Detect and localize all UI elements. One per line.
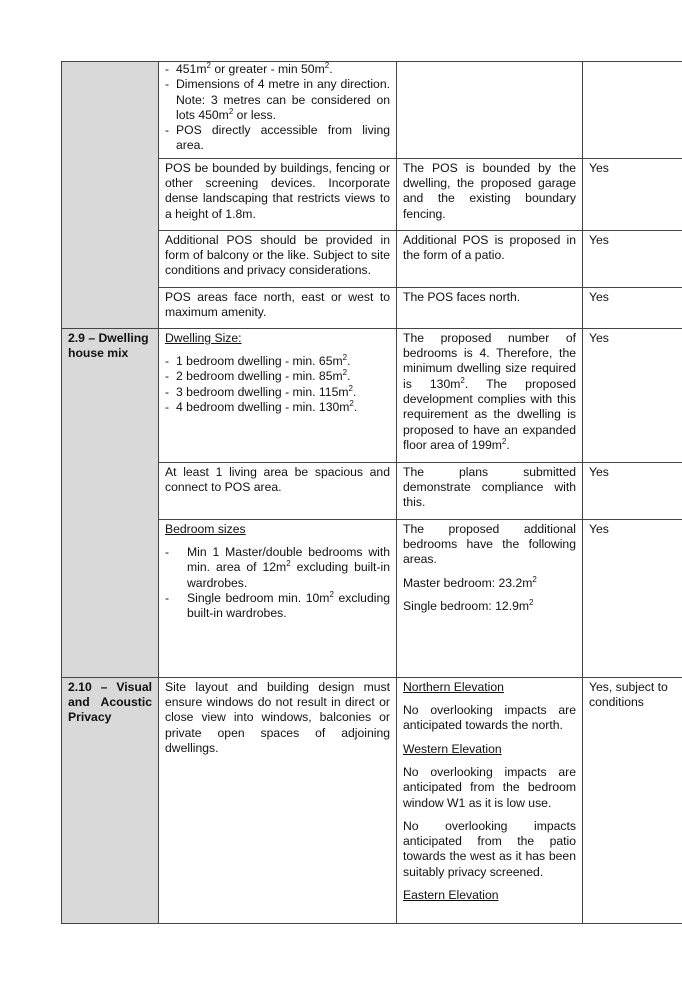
list-item: - 1 bedroom dwelling - min. $65m^2$. — [165, 354, 390, 369]
list-item: - Dimensions of 4 metre in any direction. Note: 3 metres can be considered on lots $450m^2$ or less. — [165, 77, 390, 123]
provision-cell: Additional POS should be provided in form of balcony or the like. Subject to site conditions and privacy considerations. — [159, 230, 397, 287]
provision-cell: POS areas face north, east or west to maximum amenity. — [159, 287, 397, 328]
provision-heading: Bedroom sizes — [165, 521, 246, 536]
provision-cell: POS be bounded by buildings, fencing or other screening devices. Incorporate dense landscaping that restricts views to a height of 1.8m. — [159, 158, 397, 230]
provision-list — [165, 545, 390, 621]
criterion-cell — [62, 62, 159, 329]
compliance-table — [61, 61, 682, 924]
table-row — [62, 328, 682, 462]
provision-cell — [159, 62, 397, 159]
proposal-cell: The POS is bounded by the dwelling, the proposed garage and the existing boundary fencing. — [397, 158, 583, 230]
compliance-cell — [583, 62, 682, 159]
criterion-label: 2.10 – Visual and Acoustic Privacy — [68, 679, 152, 725]
proposal-cell: The plans submitted demonstrate compliance with this. — [397, 462, 583, 519]
proposal-paragraph: No overlooking impacts anticipated from the patio towards the west as it has been suitably privacy screened. — [403, 818, 576, 879]
proposal-paragraph: Single bedroom: $12.9m^2$ — [403, 597, 534, 613]
section-heading: Western Elevation — [403, 741, 502, 756]
proposal-paragraph: No overlooking impacts are anticipated towards the north. — [403, 703, 576, 733]
proposal-paragraph: The proposed additional bedrooms have the following areas. — [403, 521, 576, 567]
provision-cell: At least 1 living area be spacious and connect to POS area. — [159, 462, 397, 519]
list-item: - POS directly accessible from living area. — [165, 123, 390, 154]
list-item: - $451m^2$ or greater - $\min 50m^2$. — [165, 62, 390, 77]
proposal-cell — [397, 677, 583, 923]
list-item: - 4 bedroom dwelling - min. $130m^2$. — [165, 400, 390, 415]
proposal-paragraph: Master bedroom: $23.2m^2$ — [403, 574, 537, 590]
compliance-cell: Yes — [583, 328, 682, 462]
proposal-cell: The proposed number of bedrooms is 4. Therefore, the minimum dwelling size required is $130m^2$. The proposed development complies with this requirement as the dwelling is proposed to have an expanded floor area of $199m^2$. — [397, 328, 583, 462]
compliance-cell: Yes, subject to conditions — [583, 677, 682, 923]
criterion-label: 2.9 – Dwelling house mix — [68, 330, 149, 361]
compliance-cell: Yes — [583, 230, 682, 287]
provision-heading: Dwelling Size: — [165, 330, 242, 345]
proposal-paragraph: No overlooking impacts are anticipated from the bedroom window W1 as it is low use. — [403, 764, 576, 810]
table-row — [62, 677, 682, 923]
provision-cell — [159, 519, 397, 677]
compliance-cell: Yes — [583, 519, 682, 677]
proposal-cell: The POS faces north. — [397, 287, 583, 328]
provision-cell — [159, 328, 397, 462]
table-row — [62, 62, 682, 159]
section-heading: Northern Elevation — [403, 679, 504, 694]
provision-cell: Site layout and building design must ensure windows do not result in direct or close view into windows, balconies or private open spaces of adjoining dwellings. — [159, 677, 397, 923]
compliance-cell: Yes — [583, 287, 682, 328]
list-item: - Min 1 Master/double bedrooms with min. area of $12m^2$ excluding built-in wardrobes. — [165, 545, 390, 591]
provision-list — [165, 354, 390, 415]
proposal-cell — [397, 62, 583, 159]
section-heading: Eastern Elevation — [403, 888, 499, 903]
proposal-cell: Additional POS is proposed in the form of a patio. — [397, 230, 583, 287]
criterion-cell — [62, 677, 159, 923]
compliance-cell: Yes — [583, 462, 682, 519]
proposal-cell — [397, 519, 583, 677]
list-item: - Single bedroom min. $10m^2$ excluding built-in wardrobes. — [165, 591, 390, 622]
provision-list — [165, 62, 390, 154]
list-item: - 2 bedroom dwelling - min. $85m^2$. — [165, 369, 390, 384]
compliance-cell: Yes — [583, 158, 682, 230]
list-item: - 3 bedroom dwelling - min. $115m^2$. — [165, 385, 390, 400]
criterion-cell — [62, 328, 159, 677]
